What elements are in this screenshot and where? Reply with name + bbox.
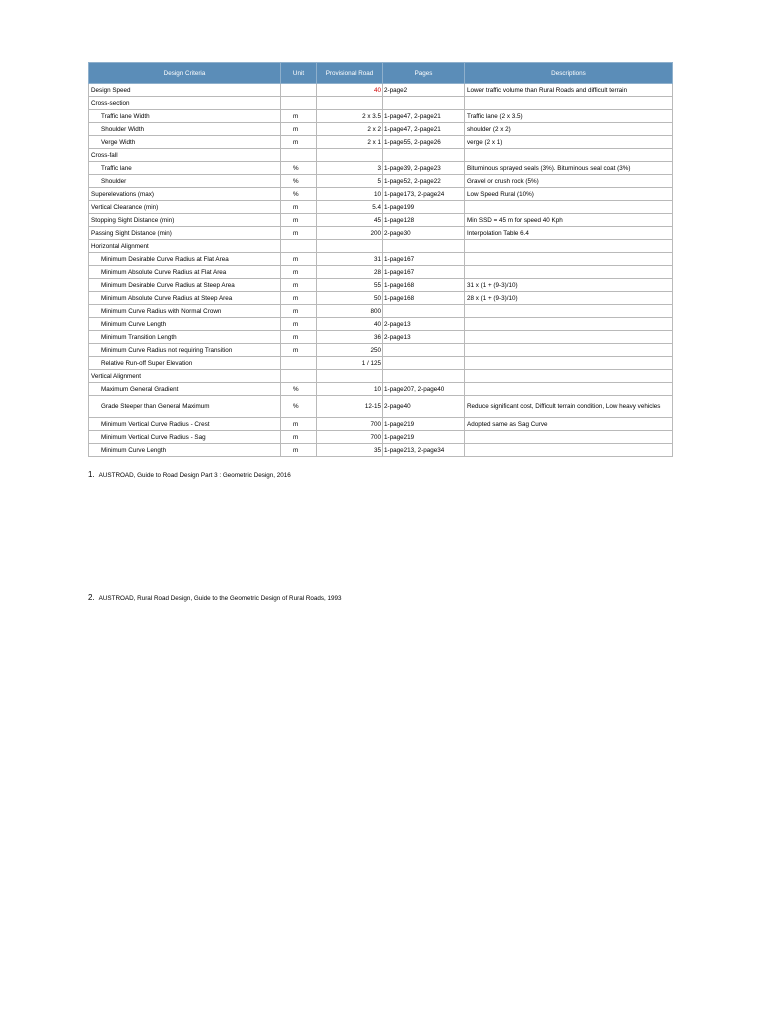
description-cell	[465, 97, 673, 110]
table-row	[89, 305, 673, 318]
unit-cell: m	[281, 266, 317, 279]
table-header-row	[89, 63, 673, 84]
header-provisional-road: Provisional Road	[317, 63, 383, 84]
table-row	[89, 110, 673, 123]
provisional-road-cell: 28	[317, 266, 383, 279]
table-row	[89, 318, 673, 331]
criteria-cell: Minimum Curve Radius not requiring Transition	[89, 344, 281, 357]
unit-cell: %	[281, 175, 317, 188]
description-cell: Gravel or crush rock (5%)	[465, 175, 673, 188]
provisional-road-cell: 2 x 2	[317, 123, 383, 136]
criteria-cell: Vertical Clearance (min)	[89, 201, 281, 214]
unit-cell: m	[281, 444, 317, 457]
reference-number: 2.	[88, 593, 95, 602]
provisional-road-cell: 10	[317, 383, 383, 396]
design-criteria-table	[88, 62, 673, 457]
header-pages: Pages	[383, 63, 465, 84]
table-row	[89, 227, 673, 240]
description-cell: 31 x (1 + (9-3)/10)	[465, 279, 673, 292]
description-cell	[465, 305, 673, 318]
table-row	[89, 431, 673, 444]
reference-text: AUSTROAD, Guide to Road Design Part 3 : Geometric Design, 2016	[98, 472, 291, 479]
criteria-cell: Passing Sight Distance (min)	[89, 227, 281, 240]
description-cell: Traffic lane (2 x 3.5)	[465, 110, 673, 123]
criteria-cell: Horizontal Alignment	[89, 240, 281, 253]
table-row	[89, 240, 673, 253]
pages-cell: 1-page55, 2-page26	[383, 136, 465, 149]
table-row	[89, 253, 673, 266]
header-design-criteria: Design Criteria	[89, 63, 281, 84]
criteria-cell: Traffic lane Width	[89, 110, 281, 123]
unit-cell: %	[281, 396, 317, 418]
unit-cell: m	[281, 214, 317, 227]
pages-cell: 2-page13	[383, 331, 465, 344]
description-cell	[465, 201, 673, 214]
provisional-road-cell: 700	[317, 418, 383, 431]
provisional-road-cell: 1 / 125	[317, 357, 383, 370]
pages-cell	[383, 149, 465, 162]
description-cell: Low Speed Rural (10%)	[465, 188, 673, 201]
table-row	[89, 292, 673, 305]
provisional-road-cell: 5.4	[317, 201, 383, 214]
unit-cell: m	[281, 110, 317, 123]
provisional-road-cell: 12-15	[317, 396, 383, 418]
unit-cell: m	[281, 123, 317, 136]
criteria-cell: Minimum Vertical Curve Radius - Crest	[89, 418, 281, 431]
unit-cell: m	[281, 431, 317, 444]
unit-cell	[281, 149, 317, 162]
criteria-cell: Traffic lane	[89, 162, 281, 175]
provisional-road-cell: 250	[317, 344, 383, 357]
description-cell: Adopted same as Sag Curve	[465, 418, 673, 431]
criteria-cell: Minimum Curve Length	[89, 444, 281, 457]
description-cell	[465, 444, 673, 457]
pages-cell: 1-page219	[383, 431, 465, 444]
description-cell: Bituminous sprayed seals (3%). Bituminous seal coat (3%)	[465, 162, 673, 175]
pages-cell: 2-page13	[383, 318, 465, 331]
unit-cell: m	[281, 253, 317, 266]
unit-cell: m	[281, 305, 317, 318]
criteria-cell: Minimum Desirable Curve Radius at Steep Area	[89, 279, 281, 292]
table-row	[89, 201, 673, 214]
criteria-cell: Minimum Curve Length	[89, 318, 281, 331]
table-row	[89, 444, 673, 457]
description-cell: Interpolation Table 6.4	[465, 227, 673, 240]
criteria-cell: Minimum Vertical Curve Radius - Sag	[89, 431, 281, 444]
provisional-road-cell: 36	[317, 331, 383, 344]
unit-cell	[281, 240, 317, 253]
provisional-road-cell: 40	[317, 318, 383, 331]
reference-number: 1.	[88, 470, 95, 479]
unit-cell: %	[281, 188, 317, 201]
table-row	[89, 188, 673, 201]
unit-cell: m	[281, 331, 317, 344]
table-row	[89, 136, 673, 149]
description-cell	[465, 149, 673, 162]
criteria-cell: Minimum Curve Radius with Normal Crown	[89, 305, 281, 318]
table-row	[89, 370, 673, 383]
unit-cell	[281, 97, 317, 110]
criteria-cell: Cross-fall	[89, 149, 281, 162]
description-cell	[465, 344, 673, 357]
pages-cell: 1-page47, 2-page21	[383, 123, 465, 136]
provisional-road-cell	[317, 149, 383, 162]
table-row	[89, 279, 673, 292]
provisional-road-cell: 55	[317, 279, 383, 292]
pages-cell: 1-page128	[383, 214, 465, 227]
unit-cell: m	[281, 418, 317, 431]
criteria-cell: Minimum Desirable Curve Radius at Flat Area	[89, 253, 281, 266]
provisional-road-cell: 700	[317, 431, 383, 444]
unit-cell: m	[281, 227, 317, 240]
criteria-cell: Minimum Absolute Curve Radius at Steep Area	[89, 292, 281, 305]
description-cell	[465, 357, 673, 370]
provisional-road-cell: 45	[317, 214, 383, 227]
provisional-road-cell: 31	[317, 253, 383, 266]
pages-cell: 1-page213, 2-page34	[383, 444, 465, 457]
provisional-road-cell: 2 x 1	[317, 136, 383, 149]
criteria-cell: Relative Run-off Super Elevation	[89, 357, 281, 370]
table-row	[89, 97, 673, 110]
criteria-cell: Shoulder Width	[89, 123, 281, 136]
pages-cell: 1-page168	[383, 279, 465, 292]
pages-cell	[383, 97, 465, 110]
pages-cell	[383, 370, 465, 383]
description-cell: Reduce significant cost, Difficult terrain condition, Low heavy vehicles	[465, 396, 673, 418]
pages-cell	[383, 305, 465, 318]
header-unit: Unit	[281, 63, 317, 84]
provisional-road-cell: 50	[317, 292, 383, 305]
provisional-road-cell	[317, 240, 383, 253]
pages-cell: 1-page199	[383, 201, 465, 214]
criteria-cell: Superelevations (max)	[89, 188, 281, 201]
pages-cell: 1-page52, 2-page22	[383, 175, 465, 188]
unit-cell: m	[281, 201, 317, 214]
pages-cell: 2-page2	[383, 84, 465, 97]
reference-note-1	[88, 470, 291, 479]
header-descriptions: Descriptions	[465, 63, 673, 84]
provisional-road-cell	[317, 97, 383, 110]
provisional-road-cell: 10	[317, 188, 383, 201]
provisional-road-cell: 40	[317, 84, 383, 97]
pages-cell: 1-page47, 2-page21	[383, 110, 465, 123]
description-cell: 28 x (1 + (9-3)/10)	[465, 292, 673, 305]
criteria-cell: Shoulder	[89, 175, 281, 188]
description-cell	[465, 318, 673, 331]
description-cell	[465, 331, 673, 344]
table-row	[89, 149, 673, 162]
table-row	[89, 266, 673, 279]
description-cell	[465, 370, 673, 383]
provisional-road-cell: 5	[317, 175, 383, 188]
description-cell	[465, 431, 673, 444]
unit-cell: %	[281, 383, 317, 396]
criteria-cell: Vertical Alignment	[89, 370, 281, 383]
criteria-cell: Minimum Transition Length	[89, 331, 281, 344]
unit-cell	[281, 357, 317, 370]
pages-cell: 1-page173, 2-page24	[383, 188, 465, 201]
table-row	[89, 123, 673, 136]
table-row	[89, 344, 673, 357]
table-row	[89, 162, 673, 175]
table-row	[89, 214, 673, 227]
description-cell: Lower traffic volume than Rural Roads and difficult terrain	[465, 84, 673, 97]
table-row	[89, 383, 673, 396]
description-cell: verge (2 x 1)	[465, 136, 673, 149]
description-cell	[465, 266, 673, 279]
table-row	[89, 357, 673, 370]
description-cell	[465, 240, 673, 253]
pages-cell: 1-page219	[383, 418, 465, 431]
criteria-cell: Verge Width	[89, 136, 281, 149]
criteria-cell: Minimum Absolute Curve Radius at Flat Area	[89, 266, 281, 279]
provisional-road-cell: 35	[317, 444, 383, 457]
criteria-cell: Design Speed	[89, 84, 281, 97]
table-row	[89, 175, 673, 188]
unit-cell	[281, 84, 317, 97]
provisional-road-cell: 800	[317, 305, 383, 318]
unit-cell	[281, 370, 317, 383]
description-cell: shoulder (2 x 2)	[465, 123, 673, 136]
reference-note-2	[88, 593, 342, 602]
table-row	[89, 418, 673, 431]
table-row	[89, 331, 673, 344]
reference-text: AUSTROAD, Rural Road Design, Guide to the Geometric Design of Rural Roads, 1993	[98, 595, 342, 602]
description-cell	[465, 383, 673, 396]
table-row	[89, 396, 673, 418]
pages-cell	[383, 240, 465, 253]
pages-cell: 1-page39, 2-page23	[383, 162, 465, 175]
description-cell	[465, 253, 673, 266]
pages-cell: 1-page207, 2-page40	[383, 383, 465, 396]
pages-cell: 1-page168	[383, 292, 465, 305]
pages-cell: 1-page167	[383, 253, 465, 266]
criteria-cell: Cross-section	[89, 97, 281, 110]
provisional-road-cell	[317, 370, 383, 383]
unit-cell: m	[281, 318, 317, 331]
pages-cell: 2-page30	[383, 227, 465, 240]
table-body	[89, 84, 673, 457]
pages-cell: 1-page167	[383, 266, 465, 279]
unit-cell: %	[281, 162, 317, 175]
criteria-cell: Maximum General Gradient	[89, 383, 281, 396]
provisional-road-cell: 2 x 3.5	[317, 110, 383, 123]
pages-cell	[383, 357, 465, 370]
provisional-road-cell: 3	[317, 162, 383, 175]
unit-cell: m	[281, 279, 317, 292]
criteria-cell: Grade Steeper than General Maximum	[89, 396, 281, 418]
provisional-road-cell: 200	[317, 227, 383, 240]
unit-cell: m	[281, 136, 317, 149]
pages-cell	[383, 344, 465, 357]
pages-cell: 2-page40	[383, 396, 465, 418]
description-cell: Min SSD = 45 m for speed 40 Kph	[465, 214, 673, 227]
unit-cell: m	[281, 292, 317, 305]
criteria-cell: Stopping Sight Distance (min)	[89, 214, 281, 227]
table-row	[89, 84, 673, 97]
unit-cell: m	[281, 344, 317, 357]
